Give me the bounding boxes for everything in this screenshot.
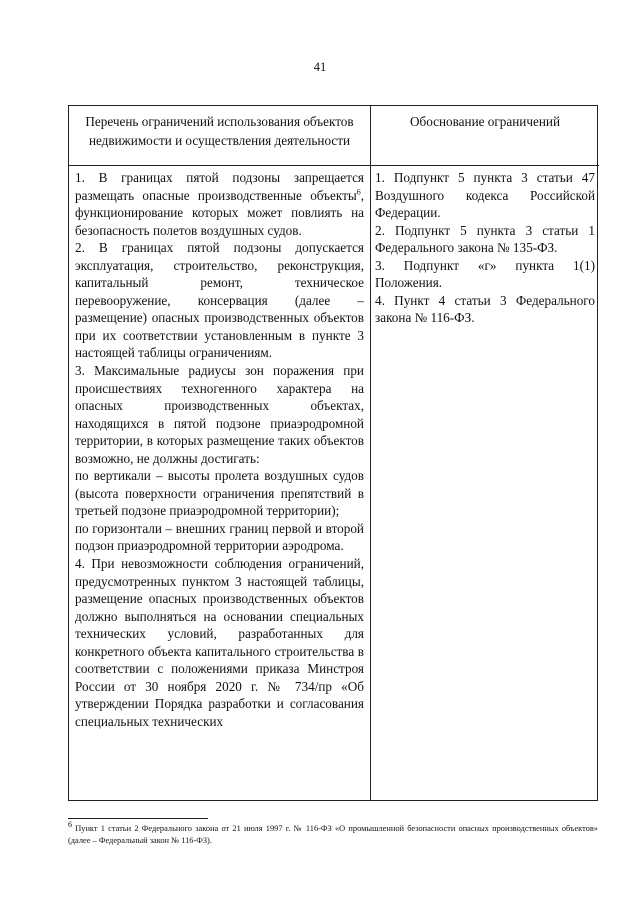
footnote-separator [68,818,208,819]
restriction-paragraph-1: 1. В границах пятой подзоны запрещается размещать опасные производственные объекты$^6$, функционирование которых может повлиять на безопасность полетов воздушных судов. [75,170,364,238]
footnote-ref: 6 [356,187,361,197]
footnote-text: Пункт 1 статьи 2 Федерального закона от 21 июля 1997 г. № 116-ФЗ «О промышленной безопасности опасных производственных объектов» (далее – Федеральный закон № 116-ФЗ). [68,824,598,845]
justification-item-2: 2. Подпункт 5 пункта 3 статьи 1 Федерального закона № 135-ФЗ. [375,222,595,256]
restriction-paragraph-2: 2. В границах пятой подзоны допускается эксплуатация, строительство, реконструкция, капитальный ремонт, техническое перевооружение, консервация (далее – размещение) опасных производственных объектов при их соответствии установленным в пункте 3 настоящей таблицы ограничениям. [75,240,364,361]
restriction-paragraph-vertical: по вертикали – высоты пролета воздушных судов (высота поверхности ограничения препятствий в третьей подзоне приаэродромной территории); [75,468,364,519]
restriction-paragraph-3: 3. Максимальные радиусы зон поражения при происшествиях техногенного характера на опасных производственных объектах, находящихся в пятой подзоне приаэродромной территории, в которых размещение таких объектов возможно, не должны достигать: [75,363,364,466]
restrictions-cell [69,166,371,800]
justification-cell [371,166,599,800]
justification-item-3: 3. Подпункт «г» пункта 1(1) Положения. [375,257,595,291]
justification-item-1: 1. Подпункт 5 пункта 3 статьи 47 Воздушного кодекса Российской Федерации. [375,170,595,221]
restrictions-table [68,105,598,801]
restriction-paragraph-4: 4. При невозможности соблюдения ограничений, предусмотренных пунктом 3 настоящей таблицы, размещение опасных производственных объектов должно выполняться на основании специальных технических условий, разработанных для конкретного объекта капитального строительства в соответствии с положениями приказа Минстроя России от 30 ноября 2020 г. № 734/пр «Об утверждении Порядка разработки и согласования специальных технических [75,556,364,729]
footnote [68,820,598,847]
justification-item-4: 4. Пункт 4 статьи 3 Федерального закона № 116-ФЗ. [375,292,595,326]
header-justification: Обоснование ограничений [371,106,599,166]
restriction-paragraph-horizontal: по горизонтали – внешних границ первой и второй подзон приаэродромной территории аэродрома. [75,520,364,554]
header-restrictions-list: Перечень ограничений использования объектов недвижимости и осуществления деятельности [69,106,371,166]
page-number: 41 [313,60,327,74]
footnote-mark: 6 [68,820,72,830]
